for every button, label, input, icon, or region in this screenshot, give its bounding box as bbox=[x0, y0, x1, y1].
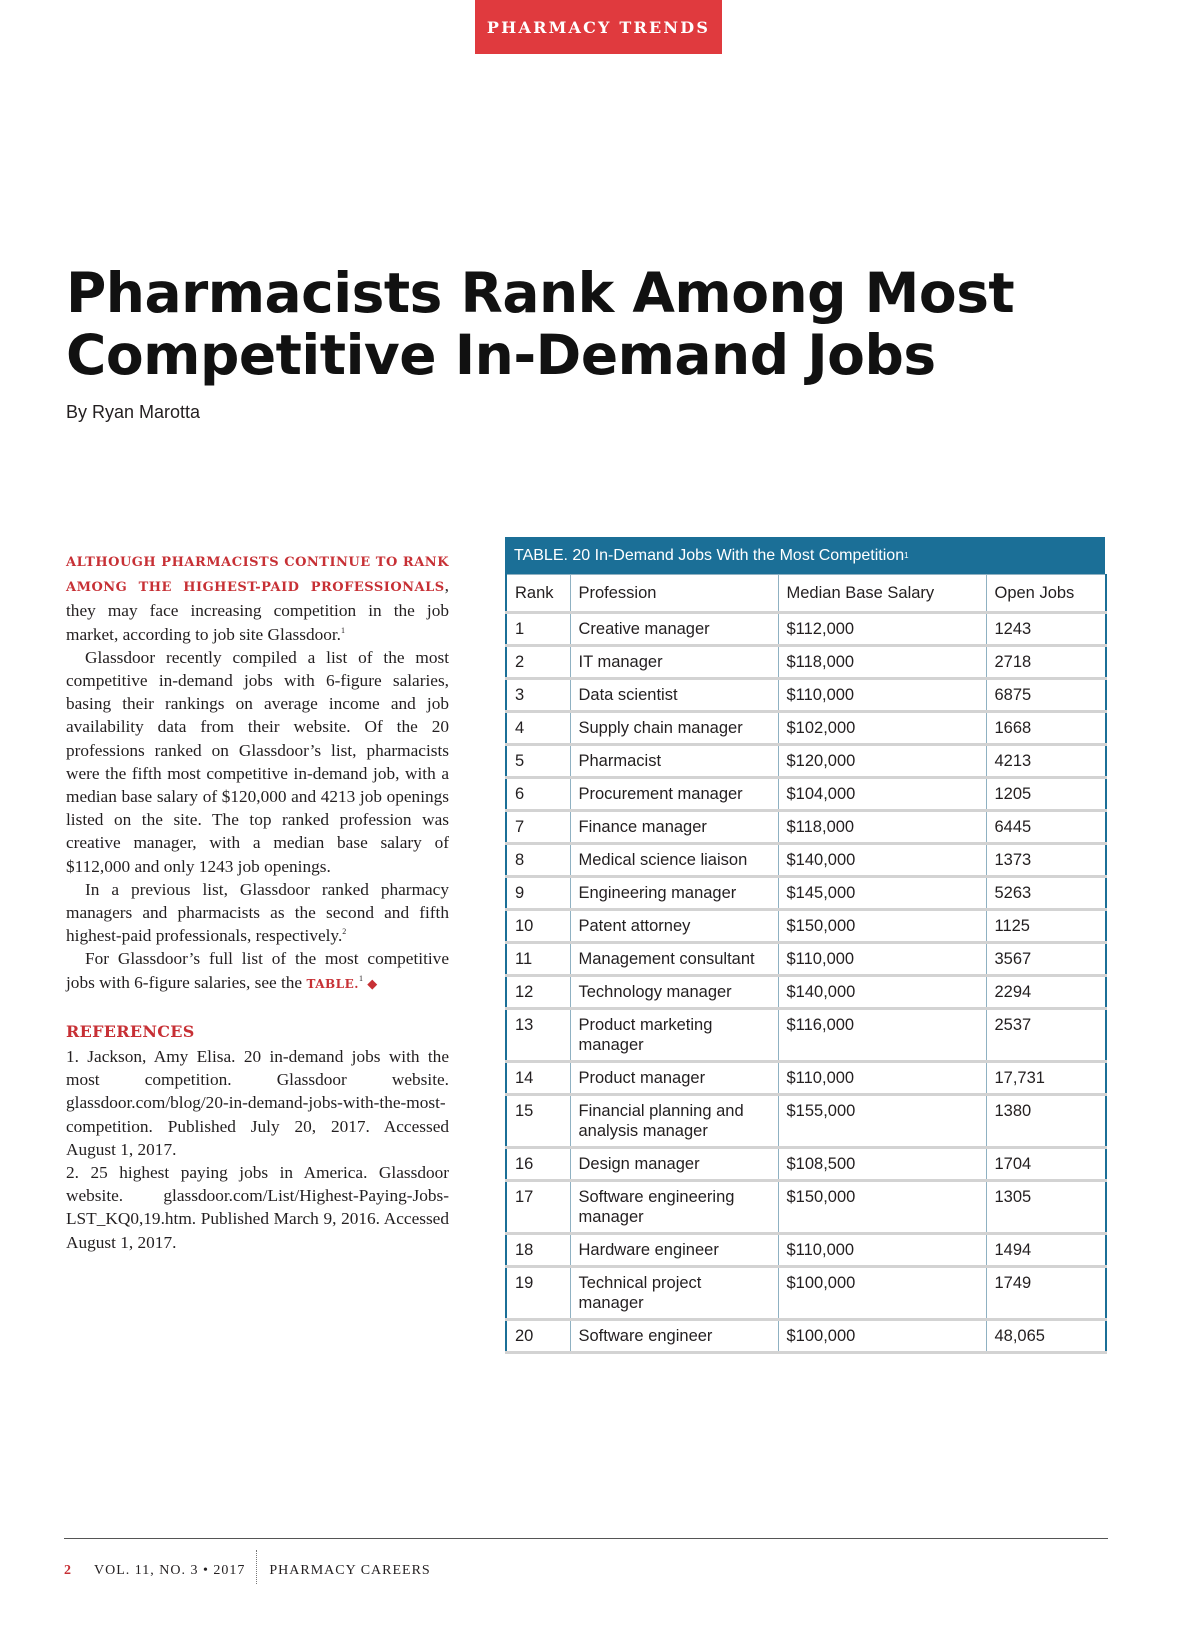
citation-2: 2 bbox=[342, 927, 347, 937]
rank-cell: 15 bbox=[506, 1095, 570, 1148]
column-header: Rank bbox=[506, 575, 570, 613]
references-heading: REFERENCES bbox=[66, 1021, 195, 1041]
rank-cell: 6 bbox=[506, 778, 570, 811]
open-jobs-cell: 6875 bbox=[986, 679, 1106, 712]
open-jobs-cell: 4213 bbox=[986, 745, 1106, 778]
salary-cell: $140,000 bbox=[778, 976, 986, 1009]
table-caption: TABLE. 20 In-Demand Jobs With the Most Competition 1 bbox=[505, 537, 1105, 574]
rank-cell: 2 bbox=[506, 646, 570, 679]
table-row bbox=[506, 1148, 1106, 1181]
table-row bbox=[506, 1095, 1106, 1148]
profession-cell: Software engineering manager bbox=[570, 1181, 778, 1234]
open-jobs-cell: 2718 bbox=[986, 646, 1106, 679]
footer-divider bbox=[256, 1550, 258, 1584]
table-row bbox=[506, 1234, 1106, 1267]
rank-cell: 20 bbox=[506, 1320, 570, 1353]
salary-cell: $120,000 bbox=[778, 745, 986, 778]
open-jobs-cell: 5263 bbox=[986, 877, 1106, 910]
table-row bbox=[506, 877, 1106, 910]
profession-cell: Product manager bbox=[570, 1062, 778, 1095]
paragraph-3-text: In a previous list, Glassdoor ranked pharmacy managers and pharmacists as the second and fifth highest-paid professionals, respectively. bbox=[66, 879, 449, 946]
rank-cell: 8 bbox=[506, 844, 570, 877]
paragraph-1 bbox=[66, 549, 449, 646]
rank-cell: 13 bbox=[506, 1009, 570, 1062]
paragraph-4-text: For Glassdoor’s full list of the most competitive jobs with 6-figure salaries, see the bbox=[66, 949, 449, 992]
salary-cell: $150,000 bbox=[778, 1181, 986, 1234]
open-jobs-cell: 1125 bbox=[986, 910, 1106, 943]
jobs-data-table bbox=[505, 574, 1107, 1354]
rank-cell: 16 bbox=[506, 1148, 570, 1181]
article-body bbox=[66, 549, 449, 1254]
open-jobs-cell: 1749 bbox=[986, 1267, 1106, 1320]
footer-rule bbox=[64, 1538, 1108, 1539]
reference-item: 1. Jackson, Amy Elisa. 20 in-demand jobs with the most competition. Glassdoor website. glassdoor.com/blog/20-in-demand-jobs-with-the-most-competition. Published July 20, 2017. Accessed August 1, 2017. bbox=[66, 1047, 449, 1159]
profession-cell: IT manager bbox=[570, 646, 778, 679]
rank-cell: 1 bbox=[506, 613, 570, 646]
rank-cell: 17 bbox=[506, 1181, 570, 1234]
table-row bbox=[506, 943, 1106, 976]
paragraph-3 bbox=[66, 878, 449, 948]
citation-1: 1 bbox=[341, 625, 345, 635]
table-row bbox=[506, 778, 1106, 811]
open-jobs-cell: 1243 bbox=[986, 613, 1106, 646]
rank-cell: 12 bbox=[506, 976, 570, 1009]
table-header-row bbox=[506, 575, 1106, 613]
article-title bbox=[66, 262, 1066, 386]
page-number: 2 bbox=[64, 1563, 72, 1578]
salary-cell: $100,000 bbox=[778, 1267, 986, 1320]
profession-cell: Finance manager bbox=[570, 811, 778, 844]
table-row bbox=[506, 679, 1106, 712]
salary-cell: $116,000 bbox=[778, 1009, 986, 1062]
open-jobs-cell: 1373 bbox=[986, 844, 1106, 877]
byline: By Ryan Marotta bbox=[66, 402, 201, 422]
salary-cell: $104,000 bbox=[778, 778, 986, 811]
profession-cell: Design manager bbox=[570, 1148, 778, 1181]
open-jobs-cell: 1205 bbox=[986, 778, 1106, 811]
open-jobs-cell: 2537 bbox=[986, 1009, 1106, 1062]
rank-cell: 5 bbox=[506, 745, 570, 778]
open-jobs-cell: 1704 bbox=[986, 1148, 1106, 1181]
salary-cell: $110,000 bbox=[778, 1234, 986, 1267]
open-jobs-cell: 1668 bbox=[986, 712, 1106, 745]
table-row bbox=[506, 1009, 1106, 1062]
salary-cell: $102,000 bbox=[778, 712, 986, 745]
table-row bbox=[506, 1267, 1106, 1320]
references-list bbox=[66, 1045, 449, 1254]
table-caption-text: TABLE. 20 In-Demand Jobs With the Most Competition bbox=[514, 546, 905, 564]
salary-cell: $155,000 bbox=[778, 1095, 986, 1148]
profession-cell: Patent attorney bbox=[570, 910, 778, 943]
open-jobs-cell: 1380 bbox=[986, 1095, 1106, 1148]
profession-cell: Creative manager bbox=[570, 613, 778, 646]
title-line-1: Pharmacists Rank Among Most bbox=[66, 261, 1015, 325]
profession-cell: Management consultant bbox=[570, 943, 778, 976]
table-row bbox=[506, 976, 1106, 1009]
salary-cell: $145,000 bbox=[778, 877, 986, 910]
rank-cell: 10 bbox=[506, 910, 570, 943]
lead-in-caps: ALTHOUGH PHARMACISTS CONTINUE TO RANK AMONG THE HIGHEST-PAID PROFESSIONALS bbox=[66, 555, 449, 596]
salary-cell: $112,000 bbox=[778, 613, 986, 646]
profession-cell: Supply chain manager bbox=[570, 712, 778, 745]
open-jobs-cell: 6445 bbox=[986, 811, 1106, 844]
profession-cell: Technology manager bbox=[570, 976, 778, 1009]
profession-cell: Data scientist bbox=[570, 679, 778, 712]
profession-cell: Software engineer bbox=[570, 1320, 778, 1353]
rank-cell: 14 bbox=[506, 1062, 570, 1095]
publication-name: PHARMACY CAREERS bbox=[269, 1563, 431, 1578]
table-row bbox=[506, 910, 1106, 943]
profession-cell: Pharmacist bbox=[570, 745, 778, 778]
jobs-table bbox=[505, 537, 1105, 1354]
table-row bbox=[506, 1062, 1106, 1095]
table-row bbox=[506, 712, 1106, 745]
title-line-2: Competitive In-Demand Jobs bbox=[66, 323, 936, 387]
open-jobs-cell: 17,731 bbox=[986, 1062, 1106, 1095]
open-jobs-cell: 3567 bbox=[986, 943, 1106, 976]
citation-1b: 1 bbox=[358, 973, 363, 983]
paragraph-2: Glassdoor recently compiled a list of the most competitive in-demand jobs with 6-figure salaries, basing their rankings on average income and job availability data from their website. Of the 20 professions ranked on Glassdoor’s list, pharmacists were the fifth most competitive in-demand job, with a median base salary of $120,000 and 4213 job openings listed on the site. The top ranked profession was creative manager, with a median base salary of $112,000 and only 1243 job openings. bbox=[66, 647, 449, 876]
rank-cell: 9 bbox=[506, 877, 570, 910]
table-row bbox=[506, 811, 1106, 844]
profession-cell: Engineering manager bbox=[570, 877, 778, 910]
rank-cell: 18 bbox=[506, 1234, 570, 1267]
table-row bbox=[506, 1181, 1106, 1234]
paragraph-1-text: , they may face increasing competition in the job market, according to job site Glassdoor. bbox=[66, 576, 449, 644]
profession-cell: Product marketing manager bbox=[570, 1009, 778, 1062]
salary-cell: $118,000 bbox=[778, 646, 986, 679]
profession-cell: Financial planning and analysis manager bbox=[570, 1095, 778, 1148]
salary-cell: $140,000 bbox=[778, 844, 986, 877]
table-row bbox=[506, 646, 1106, 679]
table-row bbox=[506, 1320, 1106, 1353]
profession-cell: Medical science liaison bbox=[570, 844, 778, 877]
open-jobs-cell: 48,065 bbox=[986, 1320, 1106, 1353]
salary-cell: $110,000 bbox=[778, 943, 986, 976]
column-header: Open Jobs bbox=[986, 575, 1106, 613]
end-mark-icon: ◆ bbox=[367, 975, 378, 991]
profession-cell: Procurement manager bbox=[570, 778, 778, 811]
salary-cell: $108,500 bbox=[778, 1148, 986, 1181]
rank-cell: 11 bbox=[506, 943, 570, 976]
table-row bbox=[506, 613, 1106, 646]
reference-item: 2. 25 highest paying jobs in America. Glassdoor website. glassdoor.com/List/Highest-Paying-Jobs-LST_KQ0,19.htm. Published March 9, 2016. Accessed August 1, 2017. bbox=[66, 1163, 449, 1252]
rank-cell: 19 bbox=[506, 1267, 570, 1320]
salary-cell: $150,000 bbox=[778, 910, 986, 943]
open-jobs-cell: 1305 bbox=[986, 1181, 1106, 1234]
open-jobs-cell: 1494 bbox=[986, 1234, 1106, 1267]
salary-cell: $118,000 bbox=[778, 811, 986, 844]
rank-cell: 3 bbox=[506, 679, 570, 712]
paragraph-4 bbox=[66, 947, 449, 995]
table-row bbox=[506, 844, 1106, 877]
profession-cell: Technical project manager bbox=[570, 1267, 778, 1320]
salary-cell: $100,000 bbox=[778, 1320, 986, 1353]
page-footer bbox=[64, 1554, 431, 1588]
column-header: Profession bbox=[570, 575, 778, 613]
salary-cell: $110,000 bbox=[778, 1062, 986, 1095]
issue-info: VOL. 11, NO. 3 • 2017 bbox=[94, 1563, 246, 1578]
rank-cell: 4 bbox=[506, 712, 570, 745]
table-row bbox=[506, 745, 1106, 778]
rank-cell: 7 bbox=[506, 811, 570, 844]
profession-cell: Hardware engineer bbox=[570, 1234, 778, 1267]
section-tag: PHARMACY TRENDS bbox=[475, 0, 722, 54]
table-reference-link[interactable]: TABLE. bbox=[306, 976, 359, 991]
open-jobs-cell: 2294 bbox=[986, 976, 1106, 1009]
salary-cell: $110,000 bbox=[778, 679, 986, 712]
column-header: Median Base Salary bbox=[778, 575, 986, 613]
